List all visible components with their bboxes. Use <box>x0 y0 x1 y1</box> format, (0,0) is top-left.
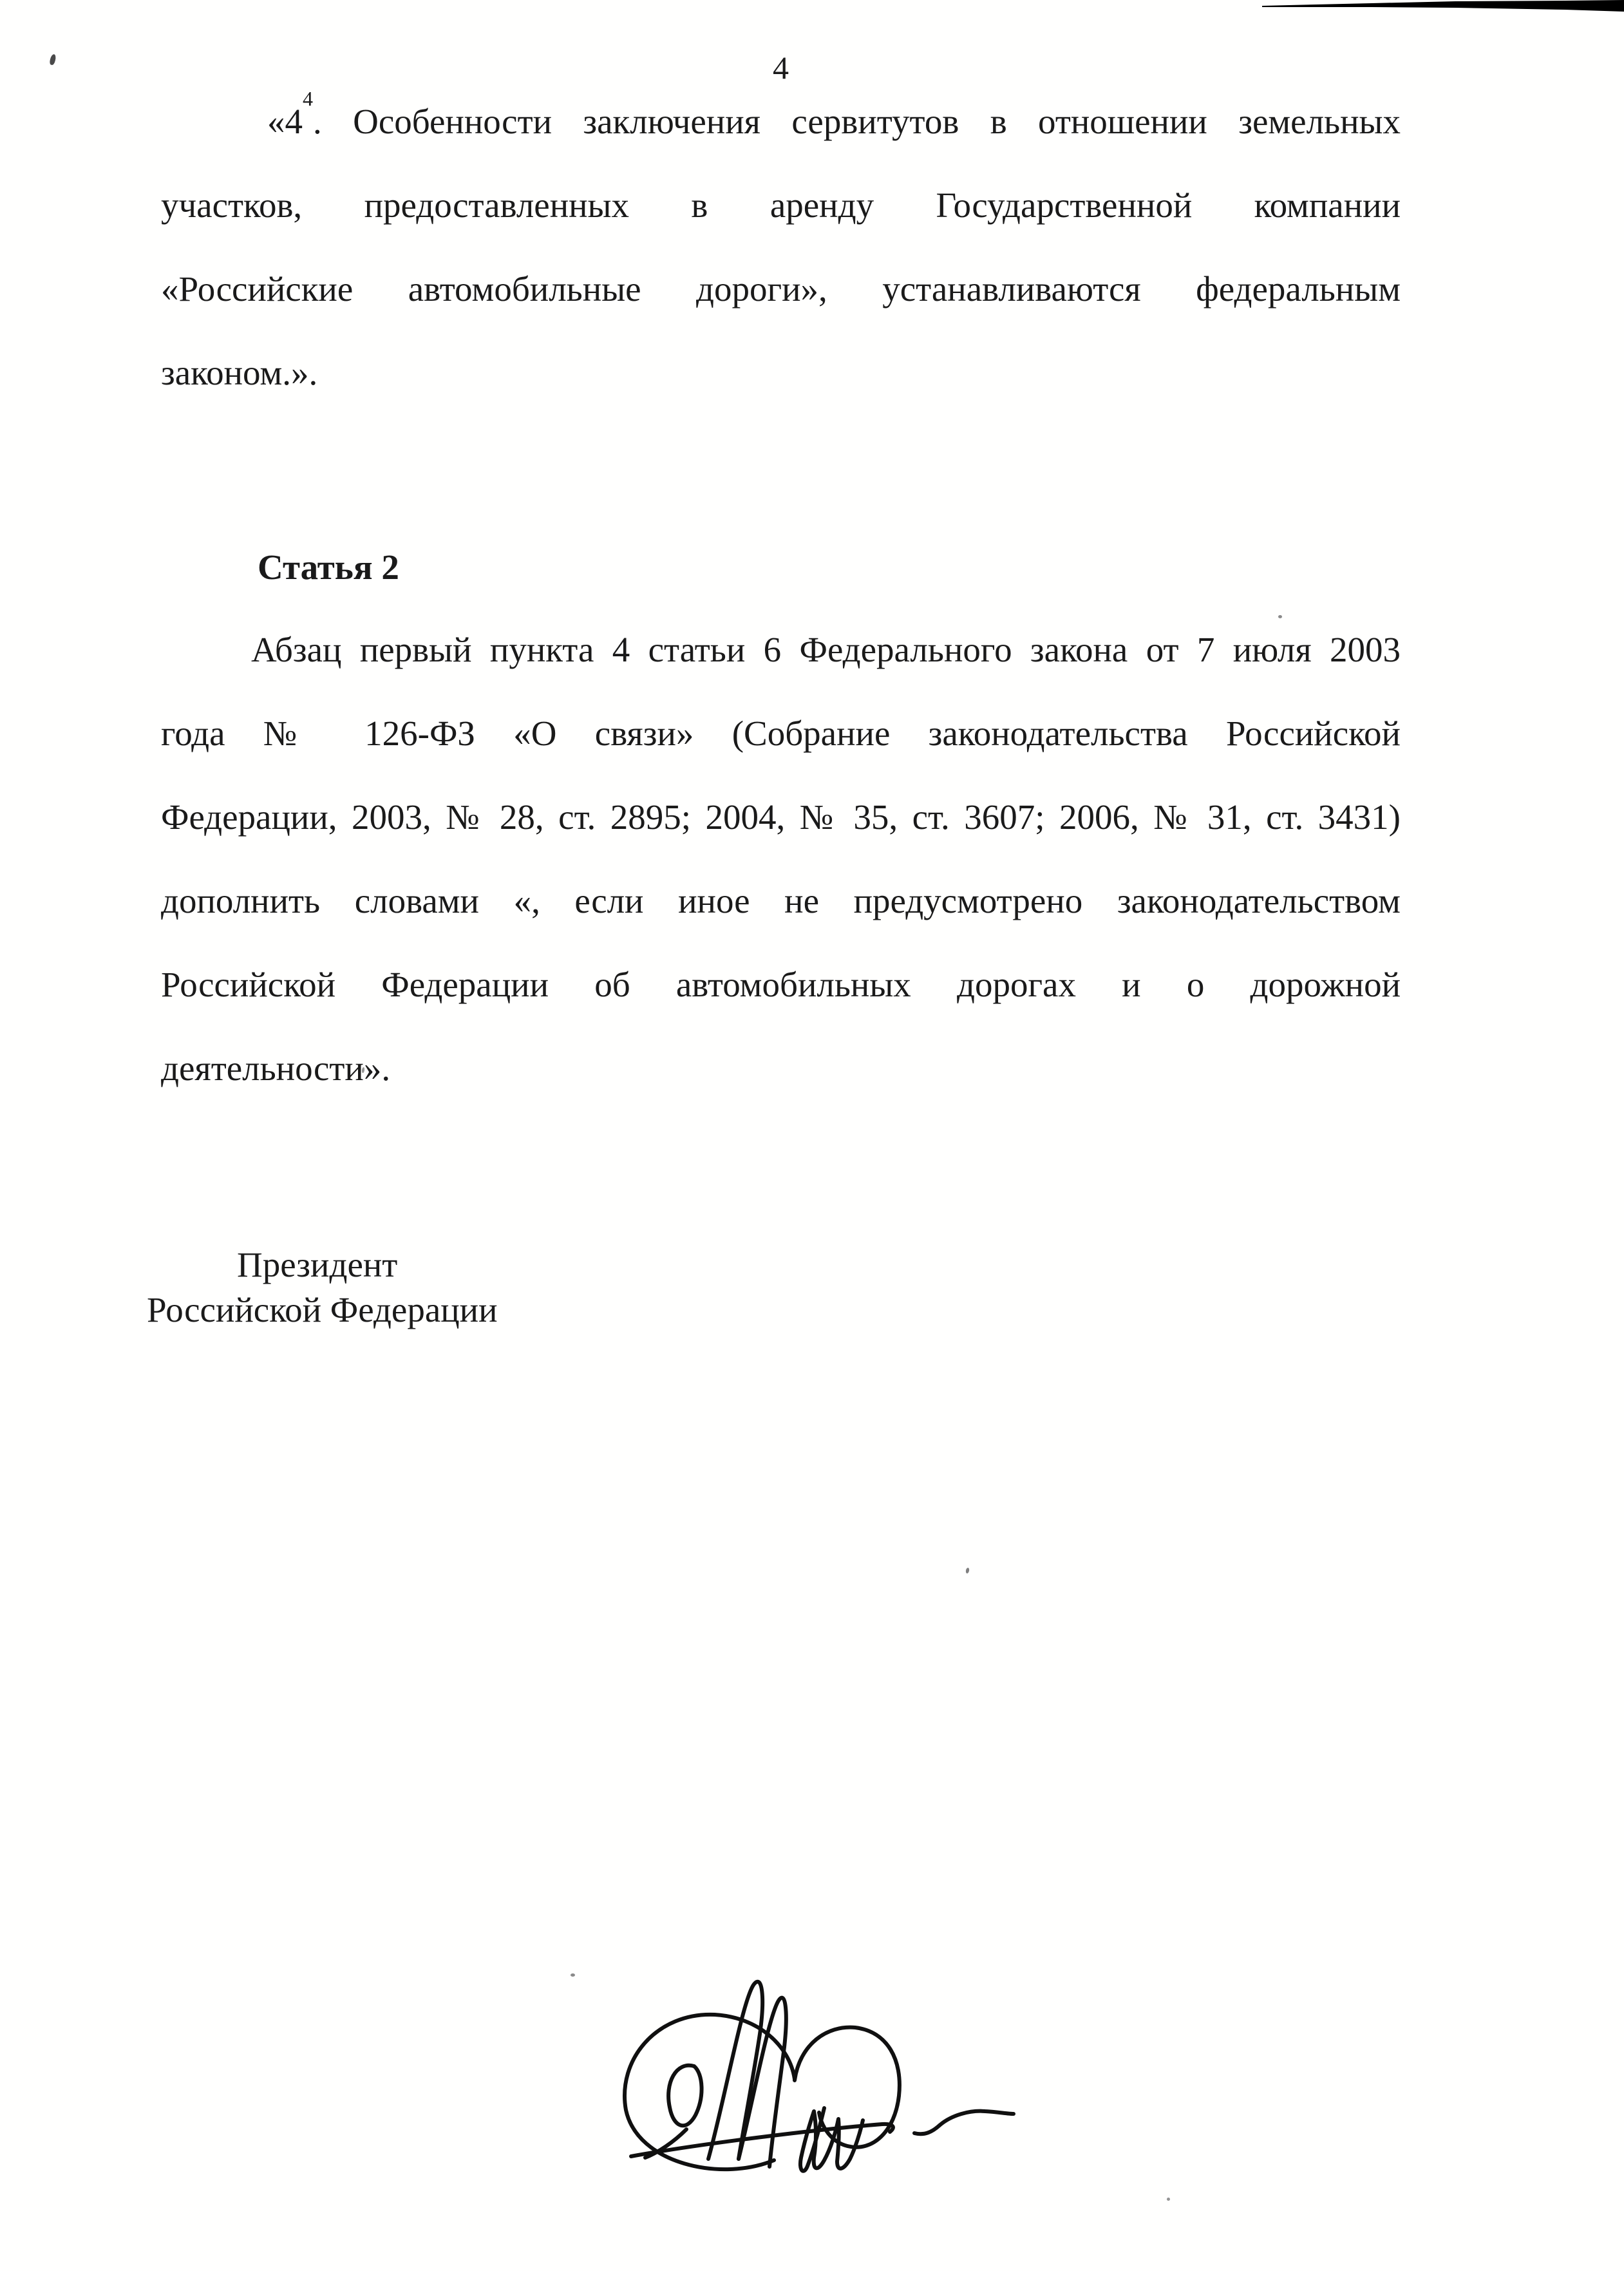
article-2-heading: Статья 2 <box>258 547 399 587</box>
scan-speck-icon <box>965 1568 970 1574</box>
scan-speck-icon <box>571 1973 575 1977</box>
president-org: Российской Федерации <box>147 1290 498 1329</box>
amendment-line-4: законом.». <box>161 353 318 392</box>
scanner-edge-line-icon <box>1262 0 1624 12</box>
signature-block <box>147 1242 726 1333</box>
page-number: 4 <box>773 50 789 86</box>
amendment-line-3: «Российские автомобильные дороги», устанавливаются федеральным <box>161 269 1401 309</box>
signature-strokes <box>625 1982 1014 2171</box>
article-2-line-1: Абзац первый пункта 4 статьи 6 Федерального закона от 7 июля 2003 <box>251 630 1401 669</box>
article-2-line-4: дополнить словами «, если иное не предусмотрено законодательством <box>161 881 1401 920</box>
article-2-line-6: деятельности». <box>161 1049 391 1088</box>
president-title: Президент <box>237 1245 398 1284</box>
scan-speck-icon <box>1167 2198 1170 2201</box>
amendment-line-1-text: . Особенности заключения сервитутов в отношении земельных <box>313 102 1401 141</box>
handwritten-signature-icon <box>612 1966 1024 2185</box>
article-2-line-5: Российской Федерации об автомобильных дорогах и о дорожной <box>161 965 1401 1004</box>
amendment-line-1 <box>161 80 1401 164</box>
article-2-paragraph <box>161 608 1401 1110</box>
superscript-index: 4 <box>303 86 313 110</box>
amendment-open-quote-number: «4 <box>267 102 303 141</box>
article-2-line-2: года № 126-ФЗ «О связи» (Собрание законодательства Российской <box>161 714 1401 753</box>
amendment-line-2: участков, предоставленных в аренду Государственной компании <box>161 185 1401 225</box>
amendment-paragraph <box>161 80 1401 415</box>
article-2-line-3: Федерации, 2003, № 28, ст. 2895; 2004, № 35, ст. 3607; 2006, № 31, ст. 3431) <box>161 797 1401 837</box>
scan-speck-icon <box>49 53 57 65</box>
